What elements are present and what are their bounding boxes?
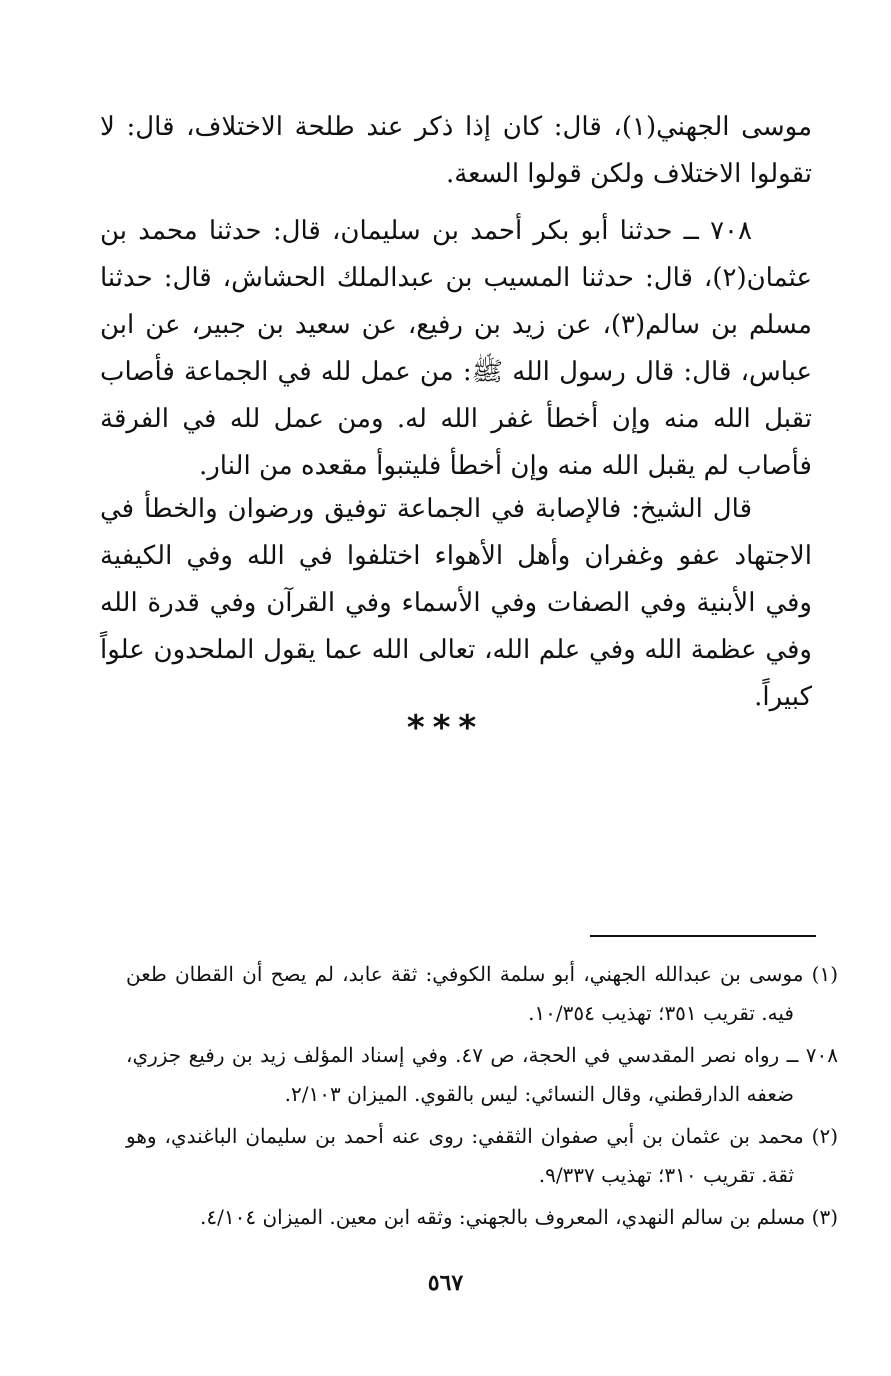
footnote-3: (٣) مسلم بن سالم النهدي، المعروف بالجهني: وثقه ابن معين. الميزان ٤/١٠٤.	[200, 1205, 838, 1229]
footnote-2: (٢) محمد بن عثمان بن أبي صفوان الثقفي: روى عنه أحمد بن سليمان الباغندي، وهو ثقة. تقريب ٣١٠؛ تهذيب ٩/٣٣٧.	[126, 1124, 838, 1187]
paragraph-continuation: موسى الجهني(١)، قال: كان إذا ذكر عند طلحة الاختلاف، قال: لا تقولوا الاختلاف ولكن قولوا السعة.	[100, 112, 812, 189]
footnote-708: ٧٠٨ ــ رواه نصر المقدسي في الحجة، ص ٤٧. وفي إسناد المؤلف زيد بن رفيع جزري، ضعفه الدارقطني، وقال النسائي: ليس بالقوي. الميزان ٢/١٠٣.	[126, 1043, 838, 1106]
footnote-1: (١) موسى بن عبدالله الجهني، أبو سلمة الكوفي: ثقة عابد، لم يصح أن القطان طعن فيه. تقريب ٣٥١؛ تهذيب ١٠/٣٥٤.	[126, 962, 838, 1025]
section-separator: ***	[406, 708, 485, 748]
footnote-divider	[590, 935, 816, 937]
footnotes	[126, 955, 838, 1240]
page-number: ٥٦٧	[427, 1270, 464, 1296]
paragraph-hadith-708: ٧٠٨ ــ حدثنا أبو بكر أحمد بن سليمان، قال: حدثنا محمد بن عثمان(٢)، قال: حدثنا المسيب بن عبدالملك الحشاش، قال: حدثنا مسلم بن سالم(٣)، عن زيد بن رفيع، عن سعيد بن جبير، عن ابن عباس، قال: قال رسول الله ﷺ: من عمل لله في الجماعة فأصاب تقبل الله منه وإن أخطأ غفر الله له. ومن عمل لله في الفرقة فأصاب لم يقبل الله منه وإن أخطأ فليتبوأ مقعده من النار.	[100, 216, 812, 481]
paragraph-sheikh-comment: قال الشيخ: فالإصابة في الجماعة توفيق ورضوان والخطأ في الاجتهاد عفو وغفران وأهل الأهواء اختلفوا في الله وفي الكيفية وفي الأبنية وفي الصفات وفي الأسماء وفي القرآن وفي قدرة الله وفي عظمة الله وفي علم الله، تعالى الله عما يقول الملحدون علواً كبيراً.	[100, 494, 812, 712]
